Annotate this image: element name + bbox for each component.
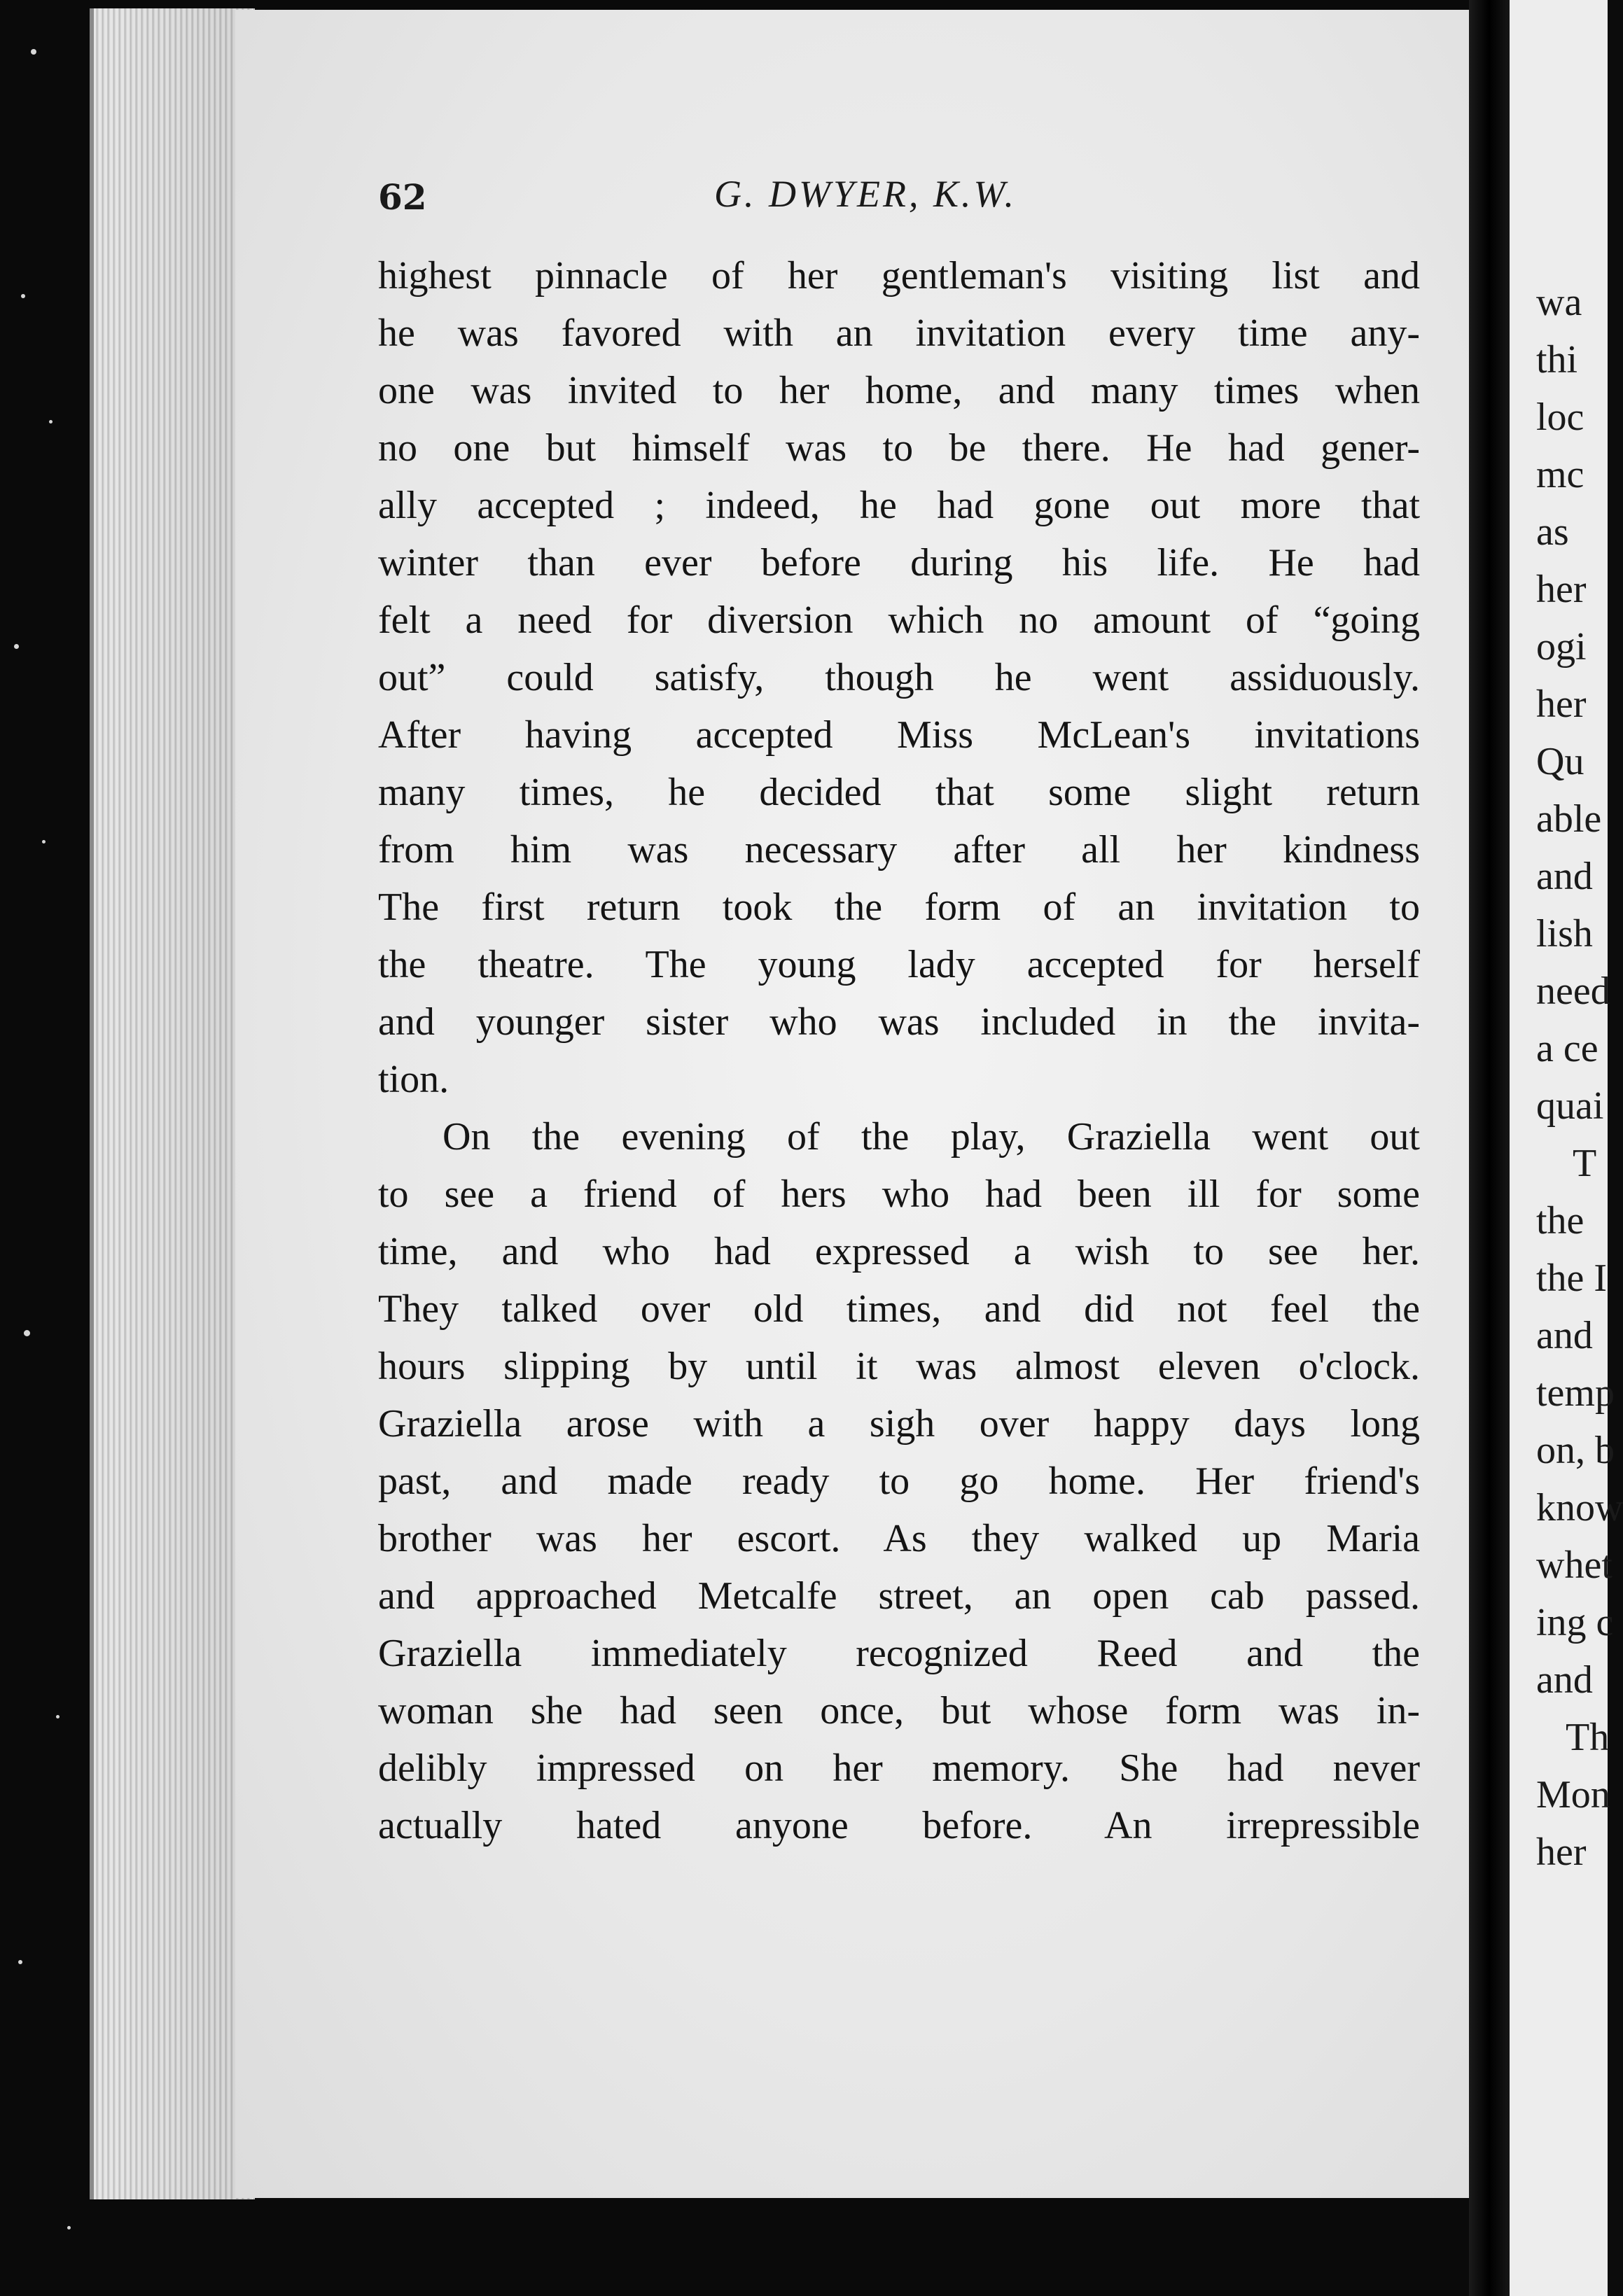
dust-speck	[18, 1960, 22, 1964]
text-line: actually hated anyone before. An irrepressible	[378, 1804, 1420, 1847]
facing-page-line: lish	[1536, 912, 1593, 955]
facing-page-line: the I	[1536, 1256, 1608, 1300]
text-line: felt a need for diversion which no amount of “going	[378, 598, 1420, 642]
facing-page-line: her	[1536, 682, 1587, 726]
text-line: After having accepted Miss McLean's invitations	[378, 713, 1420, 757]
facing-page-line: the	[1536, 1199, 1584, 1242]
running-title: G. DWYER, K.W.	[714, 173, 1017, 215]
dust-speck	[31, 49, 36, 55]
text-line: delibly impressed on her memory. She had never	[378, 1746, 1420, 1790]
dust-speck	[67, 2226, 71, 2230]
facing-page-line: Th	[1566, 1716, 1610, 1759]
text-line: They talked over old times, and did not feel the	[378, 1287, 1420, 1331]
text-line: from him was necessary after all her kindness	[378, 828, 1420, 872]
text-line: he was favored with an invitation every time any-	[378, 312, 1420, 355]
text-line: one was invited to her home, and many times when	[378, 369, 1420, 412]
text-line: woman she had seen once, but whose form was in-	[378, 1689, 1420, 1732]
page-edge-shadow	[112, 8, 252, 2199]
facing-page-line: ogi	[1536, 625, 1587, 668]
text-line: past, and made ready to go home. Her friend's	[378, 1460, 1420, 1503]
page-number: 62	[378, 176, 427, 218]
text-line: to see a friend of hers who had been ill for some	[378, 1172, 1420, 1216]
facing-page-line: a ce	[1536, 1027, 1598, 1070]
facing-page-line: Mon	[1536, 1773, 1610, 1816]
facing-page-line: need	[1536, 969, 1610, 1013]
facing-page-line: thi	[1536, 338, 1578, 382]
facing-page-line: whet	[1536, 1544, 1612, 1587]
dust-speck	[21, 294, 25, 298]
facing-page-line: her	[1536, 1830, 1587, 1874]
dust-speck	[49, 420, 53, 424]
book-gutter	[1469, 0, 1510, 2296]
text-line: time, and who had expressed a wish to see her.	[378, 1230, 1420, 1273]
facing-page-line: T	[1573, 1142, 1597, 1185]
text-line: brother was her escort. As they walked up Maria	[378, 1517, 1420, 1560]
text-line: many times, he decided that some slight return	[378, 771, 1420, 814]
text-line: the theatre. The young lady accepted for herself	[378, 943, 1420, 986]
text-line: hours slipping by until it was almost eleven o'clock.	[378, 1345, 1420, 1388]
text-line: Graziella immediately recognized Reed and the	[378, 1632, 1420, 1675]
running-head	[378, 173, 1414, 225]
text-line: Graziella arose with a sigh over happy days long	[378, 1402, 1420, 1446]
facing-page-line: mc	[1536, 453, 1584, 496]
facing-page-line: loc	[1536, 396, 1584, 439]
dust-speck	[42, 840, 46, 844]
facing-page-line: temp	[1536, 1371, 1615, 1415]
text-line: and younger sister who was included in the invita-	[378, 1000, 1420, 1044]
facing-page-line: her	[1536, 568, 1587, 611]
facing-page-line: on, b	[1536, 1429, 1615, 1472]
facing-page-line: and	[1536, 1658, 1593, 1702]
facing-page-line: quai	[1536, 1084, 1604, 1128]
text-line: tion.	[378, 1058, 450, 1101]
facing-page-line: Qu	[1536, 740, 1584, 783]
text-line: out” could satisfy, though he went assiduously.	[378, 656, 1420, 699]
facing-page-line: ing c	[1536, 1601, 1614, 1644]
facing-page	[1510, 0, 1623, 2296]
dust-speck	[24, 1330, 30, 1336]
text-line: The first return took the form of an invitation to	[378, 886, 1420, 929]
text-line: no one but himself was to be there. He had gener-	[378, 426, 1420, 470]
facing-page-line: as	[1536, 510, 1569, 554]
facing-page-line: know	[1536, 1486, 1623, 1530]
facing-page-line: wa	[1536, 281, 1582, 324]
text-line: highest pinnacle of her gentleman's visiting list and	[378, 254, 1420, 298]
dust-speck	[14, 644, 19, 649]
text-line: and approached Metcalfe street, an open cab passed.	[378, 1574, 1420, 1618]
facing-page-line: able	[1536, 797, 1602, 841]
paragraph-start-line: On the evening of the play, Graziella went out	[443, 1115, 1420, 1158]
facing-page-line: and	[1536, 855, 1593, 898]
text-line: ally accepted ; indeed, he had gone out more that	[378, 484, 1420, 527]
text-line: winter than ever before during his life. He had	[378, 541, 1420, 584]
facing-page-line: and	[1536, 1314, 1593, 1357]
dust-speck	[56, 1715, 60, 1718]
